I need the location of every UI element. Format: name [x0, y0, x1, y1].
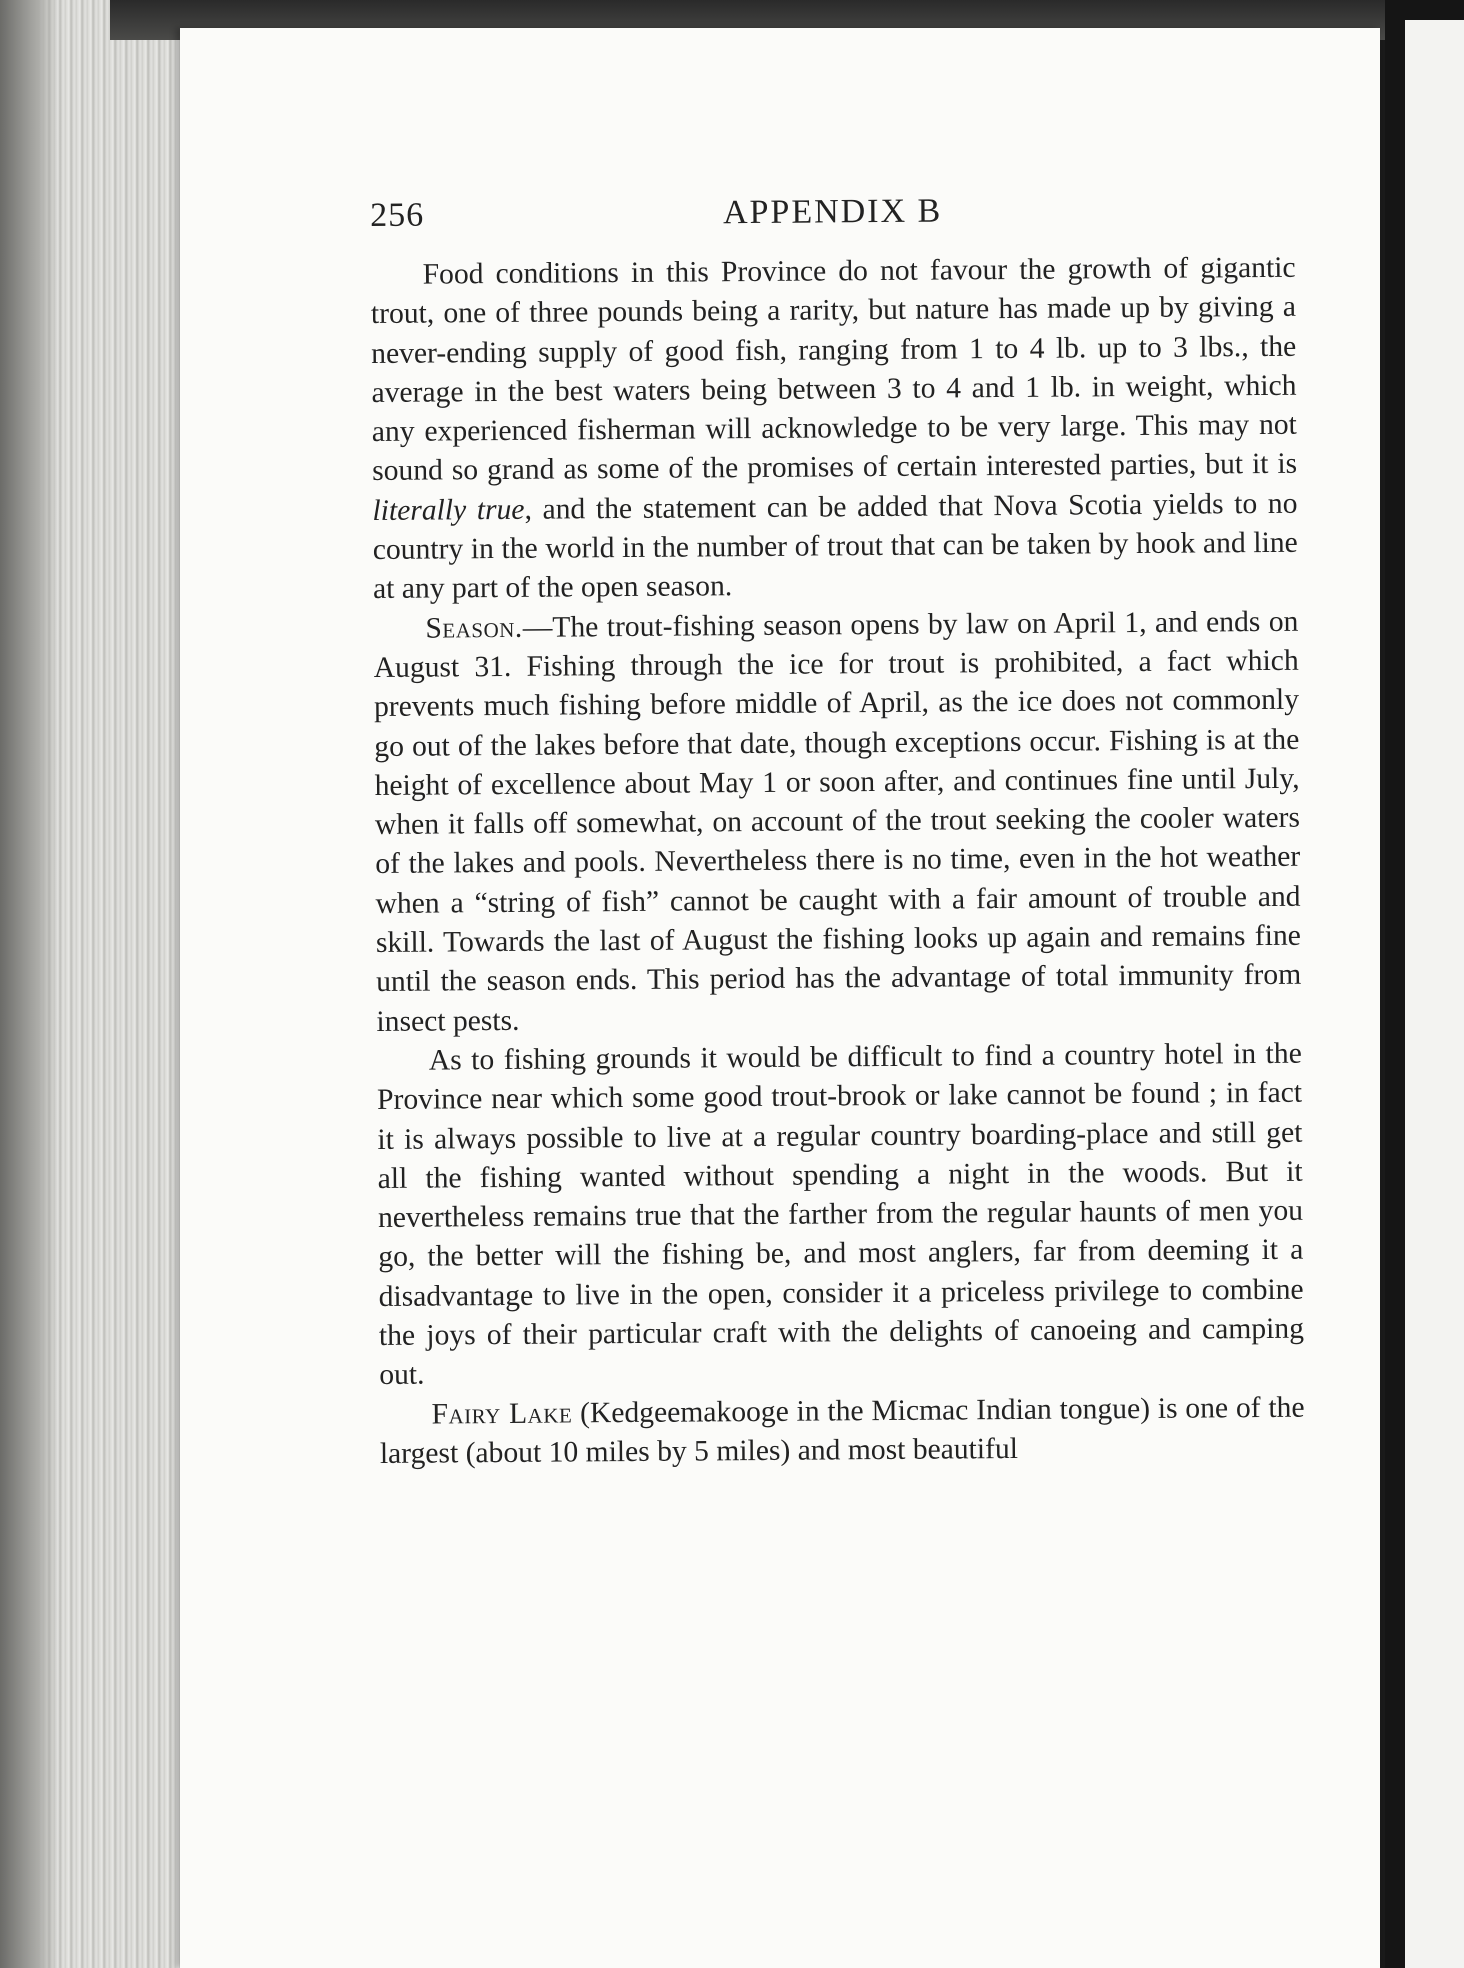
running-head: APPENDIX B: [722, 192, 943, 232]
paragraph-text: As to fishing grounds it would be difficult to find a country hotel in the Province near which some good trout-brook or lake cannot be found ; in fact it is always possible to live at a regular country boarding-place and still get all the fishing wanted without spending a night in the woods. But it nevertheless remains true that the farther from the regular haunts of men you go, the better will the fishing be, and most anglers, far from deeming it a disadvantage to live in the open, consider it a priceless privilege to combine the joys of their particular craft with the delights of canoeing and camping out.: [376, 1037, 1305, 1392]
paragraph-fairy-lake: [379, 1388, 1305, 1474]
paragraph-text: (Kedgeemakooge in the Micmac Indian tongue) is one of the largest (about 10 miles by 5 miles) and most beautiful: [379, 1391, 1305, 1470]
paragraph-fishing-grounds: [377, 1035, 1305, 1396]
paragraph-text: Food conditions in this Province do not favour the growth of gigantic trout, one of three pounds being a rarity, but nature has made up by giving a never-ending supply of good fish, ranging from 1 to 4 lb. up to 3 lbs., the average in the best waters being between 3 to 4 and 1 lb. in weight, which any experienced fisherman will acknowledge to be very large. This may not sound so grand as some of the promises of certain interested parties, but it is: [370, 251, 1298, 488]
book-page: [180, 28, 1380, 1968]
section-lead-fairy-lake: Fairy Lake: [431, 1397, 573, 1431]
paragraph-season: [373, 602, 1301, 1042]
paragraph-food-conditions: [370, 249, 1298, 610]
page-header: [370, 189, 1295, 252]
paragraph-text: —The trout-fishing season opens by law on April 1, and ends on August 31. Fishing through the ice for trout is prohibited, a fact which prevents much fishing before middle of April, as the ice does not commonly go out of the lakes before that date, though exceptions occur. Fishing is at the height of excellence about May 1 or soon after, and continues fine until July, when it falls off somewhat, on account of the trout seeking the cooler waters of the lakes and pools. Nevertheless there is no time, even in the hot weather when a “string of fish” cannot be caught with a fair amount of trouble and skill. Towards the last of August the fishing looks up again and remains fine until the season ends. This period has the advantage of total immunity from insect pests.: [373, 605, 1302, 1038]
binding-shadow: [0, 0, 60, 1968]
next-page-sliver: [1405, 20, 1464, 1968]
italic-emphasis: literally true: [372, 493, 525, 527]
section-lead-season: Season.: [425, 611, 523, 645]
page-number: 256: [370, 196, 425, 234]
page-text-block: [370, 189, 1305, 1474]
paragraph-text: , and the statement can be added that Nova Scotia yields to no country in the world in the number of trout that can be taken by hook and line at any part of the open season.: [372, 487, 1298, 606]
